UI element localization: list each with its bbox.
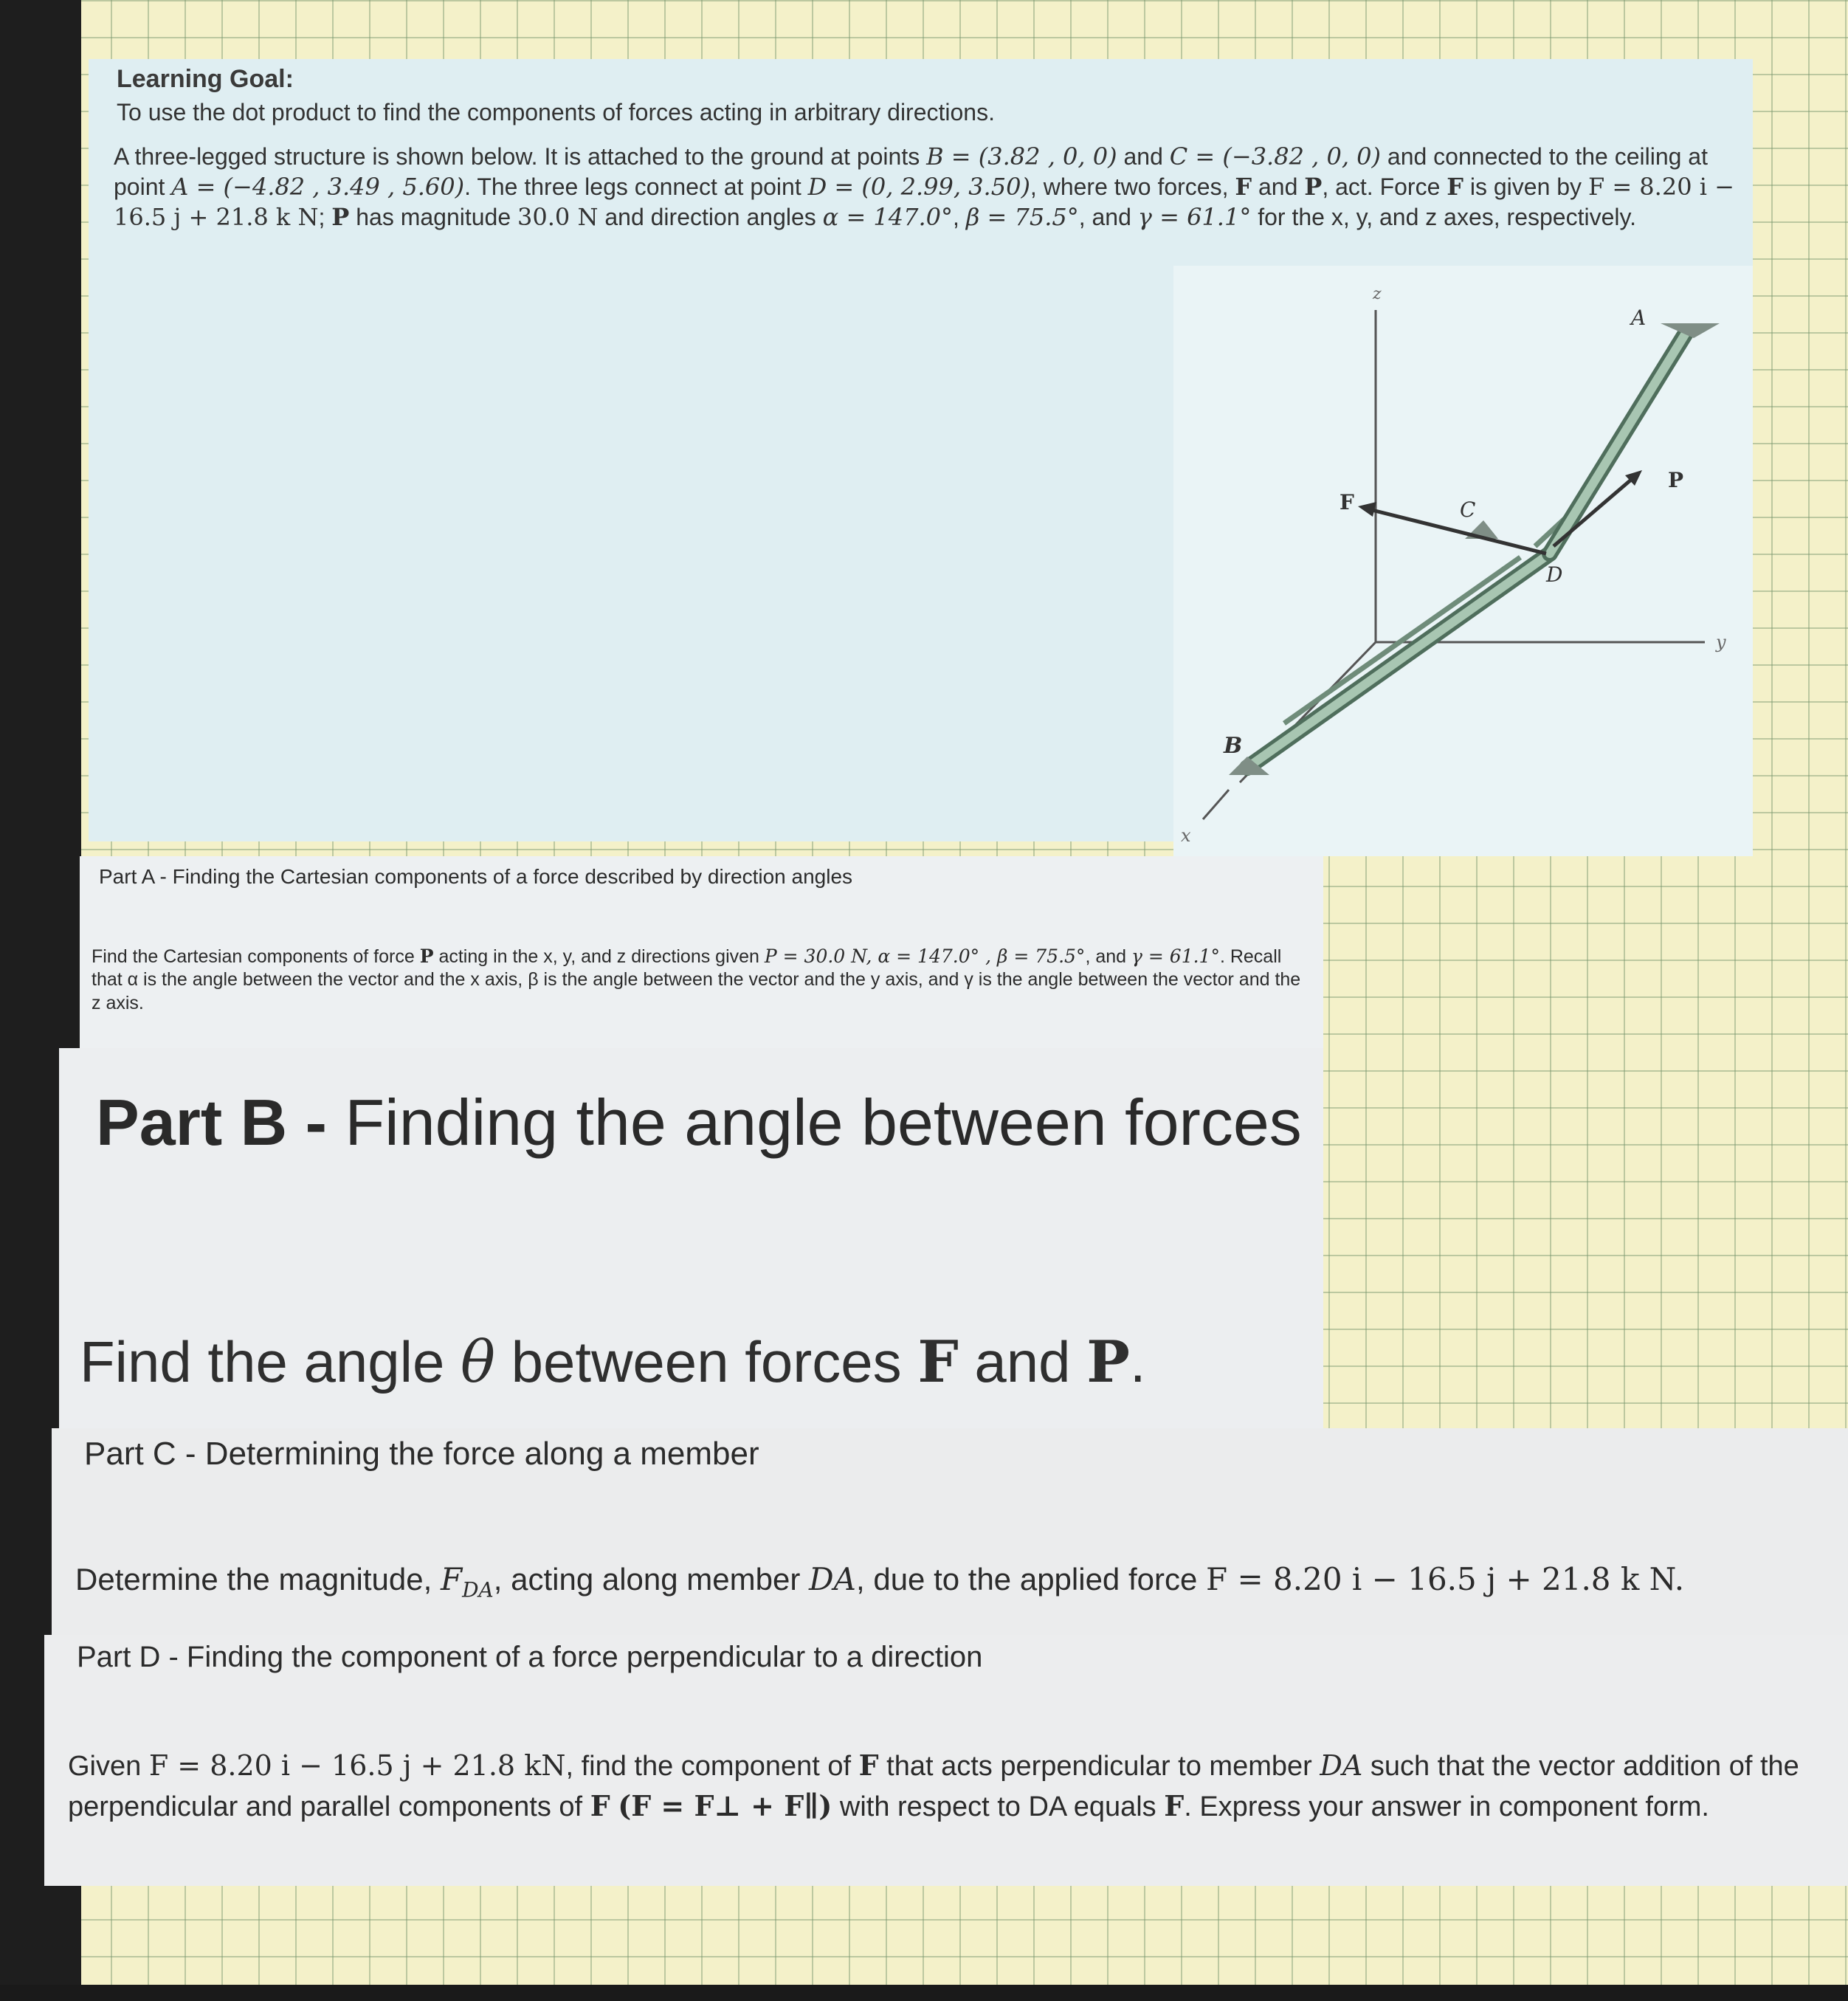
label-b: B — [1224, 733, 1243, 759]
intro-text: and — [1252, 173, 1305, 200]
force-f-expression: F = 8.20 i − 16.5 j + 21.8 kN — [148, 1749, 566, 1782]
intro-text: and connected to the ceiling at point — [114, 143, 1708, 200]
leg-ad-highlight — [1550, 332, 1686, 554]
intro-text: , — [953, 203, 966, 230]
x-axis-lower — [1203, 790, 1229, 819]
gamma-value: γ = 61.1° — [1137, 202, 1252, 231]
part-b-text: Find the angle — [80, 1329, 461, 1394]
point-c-coords: C = (−3.82 , 0, 0) — [1169, 142, 1381, 171]
intro-text: and — [1117, 143, 1170, 170]
device-bezel-bottom — [0, 1985, 1848, 2001]
support-a — [1661, 323, 1720, 338]
part-b-title-text: Finding the angle between forces — [345, 1086, 1302, 1159]
intro-text: , act. Force — [1322, 173, 1447, 200]
part-c-text: , due to the applied force — [856, 1562, 1206, 1597]
part-b-question — [80, 1329, 1146, 1396]
label-c: C — [1460, 497, 1476, 522]
part-c-question — [75, 1561, 1684, 1602]
intro-text: , where two forces, — [1030, 173, 1235, 200]
z-axis-label: z — [1373, 285, 1382, 303]
intro-text: has magnitude — [349, 203, 518, 230]
part-d-text: , find the component of — [565, 1751, 859, 1782]
part-a-question — [92, 945, 1309, 1015]
part-d-title[interactable]: Part D - Finding the component of a force perpendicular to a direction — [77, 1641, 983, 1673]
point-b-coords: B = (3.82 , 0, 0) — [926, 142, 1117, 171]
force-p-symbol: P — [1086, 1329, 1130, 1396]
part-a-text: Find the Cartesian components of force — [92, 946, 420, 967]
intro-text: ; — [318, 203, 332, 230]
force-f-symbol: F — [1164, 1789, 1185, 1823]
y-axis-label: y — [1716, 632, 1726, 652]
force-f-symbol: F — [858, 1749, 879, 1782]
label-a: A — [1631, 306, 1647, 330]
part-c-text: , acting along member — [493, 1562, 809, 1597]
intro-text: , and — [1078, 203, 1138, 230]
part-a-text: , and — [1085, 946, 1131, 967]
label-d: D — [1546, 562, 1563, 587]
label-p: P — [1668, 468, 1684, 492]
part-b-text: between forces — [495, 1329, 918, 1394]
part-b-text: . — [1129, 1329, 1146, 1394]
problem-statement — [114, 142, 1737, 233]
leg-bd-highlight — [1247, 554, 1550, 768]
part-d-text: . Express your answer in component form. — [1184, 1791, 1709, 1823]
part-b-text: and — [958, 1329, 1087, 1394]
theta-symbol: θ — [461, 1329, 495, 1396]
structure-diagram — [1173, 266, 1753, 856]
intro-text: A three-legged structure is shown below. It is attached to the ground at points — [114, 143, 927, 170]
part-d-text: with respect to DA equals — [832, 1791, 1165, 1823]
force-p-magnitude: 30.0 N — [517, 202, 599, 231]
force-f-symbol: F — [590, 1789, 610, 1823]
gamma-value: γ = 61.1° — [1131, 946, 1220, 967]
alpha-value: α = 147.0° — [822, 202, 954, 231]
force-f-arrow — [1369, 509, 1546, 554]
label-f: F — [1340, 490, 1354, 514]
intro-text: and direction angles — [598, 203, 823, 230]
force-fda-subscript: DA — [462, 1577, 494, 1602]
force-f-expression: F = 8.20 i − 16.5 j + 21.8 k N. — [1206, 1561, 1685, 1597]
member-da-symbol: DA — [808, 1561, 856, 1597]
part-a-text: acting in the x, y, and z directions given — [433, 946, 765, 967]
point-a-coords: A = (−4.82 , 3.49 , 5.60) — [171, 172, 465, 201]
force-fda-symbol: F — [440, 1561, 463, 1597]
part-a-text: . Recall that α is the angle between the vector and the x axis, β is the angle between the vector and the y axis, and γ is the angle between the vector and the z axis. — [92, 946, 1301, 1013]
beta-value: β = 75.5° — [965, 202, 1079, 231]
part-d-text: such that the vector addition of the perpendicular and parallel components of — [68, 1751, 1799, 1823]
part-b-panel[interactable] — [59, 1048, 1323, 1428]
part-c-title[interactable]: Part C - Determining the force along a member — [84, 1436, 759, 1472]
force-f-arrowhead — [1358, 502, 1376, 517]
structure-figure — [1173, 266, 1753, 856]
vector-sum-expression: (F = F⊥ + F∥) — [618, 1789, 832, 1823]
intro-text: for the x, y, and z axes, respectively. — [1251, 203, 1637, 230]
learning-goal-title: Learning Goal: — [117, 65, 294, 93]
force-p-symbol: P — [331, 202, 350, 231]
intro-text: . The three legs connect at point — [464, 173, 808, 200]
x-axis-label: x — [1181, 825, 1191, 846]
force-f-symbol: F — [917, 1329, 959, 1396]
leg-c-line — [1284, 557, 1520, 723]
part-a-given-values: P = 30.0 N, α = 147.0° , β = 75.5° — [764, 946, 1086, 967]
force-f-symbol: F — [1447, 172, 1463, 201]
force-f-symbol: F — [1235, 172, 1252, 201]
point-d-coords: D = (0, 2.99, 3.50) — [807, 172, 1030, 201]
learning-goal-text: To use the dot product to find the components of forces acting in arbitrary directions. — [117, 99, 995, 125]
part-d-text — [610, 1791, 618, 1822]
part-a-title[interactable]: Part A - Finding the Cartesian components of a force described by direction angles — [99, 865, 853, 888]
part-c-text: Determine the magnitude, — [75, 1562, 441, 1597]
part-d-question — [68, 1746, 1839, 1827]
part-b-title[interactable] — [96, 1085, 1302, 1160]
intro-text: is given by — [1463, 173, 1588, 200]
force-p-symbol: P — [419, 946, 434, 967]
part-b-title-prefix: Part B - — [96, 1086, 345, 1159]
member-da-symbol: DA — [1320, 1749, 1363, 1782]
force-f-expression: F = 8.20 i − 16.5 j + 21.8 k N — [114, 172, 1734, 231]
part-d-text: Given — [68, 1751, 149, 1782]
part-d-text: that acts perpendicular to member — [878, 1751, 1320, 1782]
force-p-symbol: P — [1304, 172, 1323, 201]
part-c-panel[interactable] — [52, 1428, 1848, 1650]
part-a-panel[interactable] — [80, 856, 1323, 1052]
part-d-panel[interactable] — [44, 1635, 1848, 1886]
